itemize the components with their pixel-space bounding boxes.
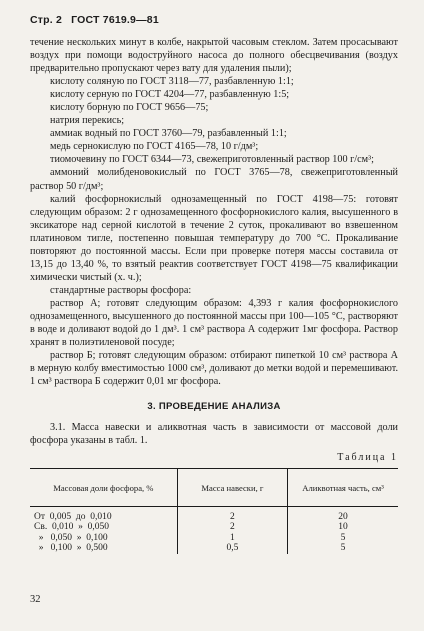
paragraph: кислоту серную по ГОСТ 4204—77, разбавленную 1:5; xyxy=(50,89,290,101)
column-header: Масса навески, г xyxy=(177,469,287,506)
paragraph: натрия перекись; xyxy=(50,115,125,127)
paragraph: кислоту соляную по ГОСТ 3118—77, разбавленную 1:1; xyxy=(50,76,294,88)
table-caption: Таблица 1 xyxy=(337,452,398,464)
page-label: Стр. 2 xyxy=(30,14,63,26)
standard-code: ГОСТ 7619.9—81 xyxy=(71,14,159,26)
paragraph: калий фосфорнокислый однозамещенный по ГОСТ 4198—75: готовят следующим образом: 2 г однозамещенного фосфорнокислого калия, высушенного в эксикаторе над серной кислотой в течение 2 суток, прокаливают во взвешенном платиновом тигле, постепенно повышая температуру до 700 °С. Прокаливание повторяют до постоянной массы. Если при проверке потеря массы составила от 13,15 до 13,40 %, то взятый реактив соответствует ГОСТ 4198—75 квалификации химически чистый (х. ч.); xyxy=(30,193,398,283)
table-cell: » 0,100 » 0,500 xyxy=(34,543,108,553)
table-row xyxy=(30,543,398,554)
paragraph: раствор Б; готовят следующим образом: отбирают пипеткой 10 см³ раствора А в мерную колбу вместимостью 1000 см³, доливают до метки водой и перемешивают. 1 см³ раствора Б содержит 0,01 мг фосфора. xyxy=(30,350,398,388)
page-header xyxy=(30,14,165,26)
table-cell: 2 xyxy=(177,506,287,522)
table-cell: » 0,050 » 0,100 xyxy=(34,532,108,543)
table-header-row xyxy=(30,469,398,506)
paragraph: медь сернокислую по ГОСТ 4165—78, 10 г/дм³; xyxy=(50,141,259,153)
paragraph: раствор А; готовят следующим образом: 4,393 г калия фосфорнокислого однозамещенного, высушенного до постоянной массы при 100—105 °С, растворяют в воде и доливают водой до 1 дм³. 1 см³ раствора А содержит 1мг фосфора. Раствор хранят в полиэтиленовой посуде; xyxy=(30,297,398,349)
table-cell: 2 xyxy=(177,522,287,533)
table-cell: Св. 0,010 » 0,050 xyxy=(34,522,109,532)
table-cell: 1 xyxy=(177,533,287,544)
table-row xyxy=(30,506,398,522)
data-table xyxy=(30,468,398,553)
column-header: Аликвотная часть, см³ xyxy=(288,469,398,506)
table-cell: 10 xyxy=(288,522,398,533)
paragraph: кислоту борную по ГОСТ 9656—75; xyxy=(50,102,209,114)
paragraph: течение нескольких минут в колбе, накрытой часовым стеклом. Затем просасывают воздух при помощи водоструйного насоса до полного обесцвечивания (воздух предварительно пропускают через вату для удаления пыли); xyxy=(30,37,398,75)
table-cell: 5 xyxy=(288,543,398,554)
paragraph: аммиак водный по ГОСТ 3760—79, разбавленный 1:1; xyxy=(50,128,287,140)
table-row xyxy=(30,533,398,544)
table-cell: От 0,005 до 0,010 xyxy=(34,511,112,522)
section-title: 3. ПРОВЕДЕНИЕ АНАЛИЗА xyxy=(147,401,281,413)
table-cell: 5 xyxy=(288,533,398,544)
section-intro: 3.1. Масса навески и аликвотная часть в зависимости от массовой доли фосфора указаны в табл. 1. xyxy=(30,422,398,447)
table-row xyxy=(30,522,398,533)
paragraph: стандартные растворы фосфора: xyxy=(50,284,192,296)
page-number: 32 xyxy=(30,594,41,605)
table-cell: 0,5 xyxy=(177,543,287,554)
paragraph: аммоний молибденовокислый по ГОСТ 3765—78, свежеприготовленный раствор 50 г/дм³; xyxy=(30,167,398,192)
paragraph: тиомочевину по ГОСТ 6344—73, свежеприготовленный раствор 100 г/см³; xyxy=(50,154,374,166)
document-body xyxy=(30,36,398,554)
column-header: Массовая доли фосфора, % xyxy=(30,469,177,506)
table-cell: 20 xyxy=(288,506,398,522)
